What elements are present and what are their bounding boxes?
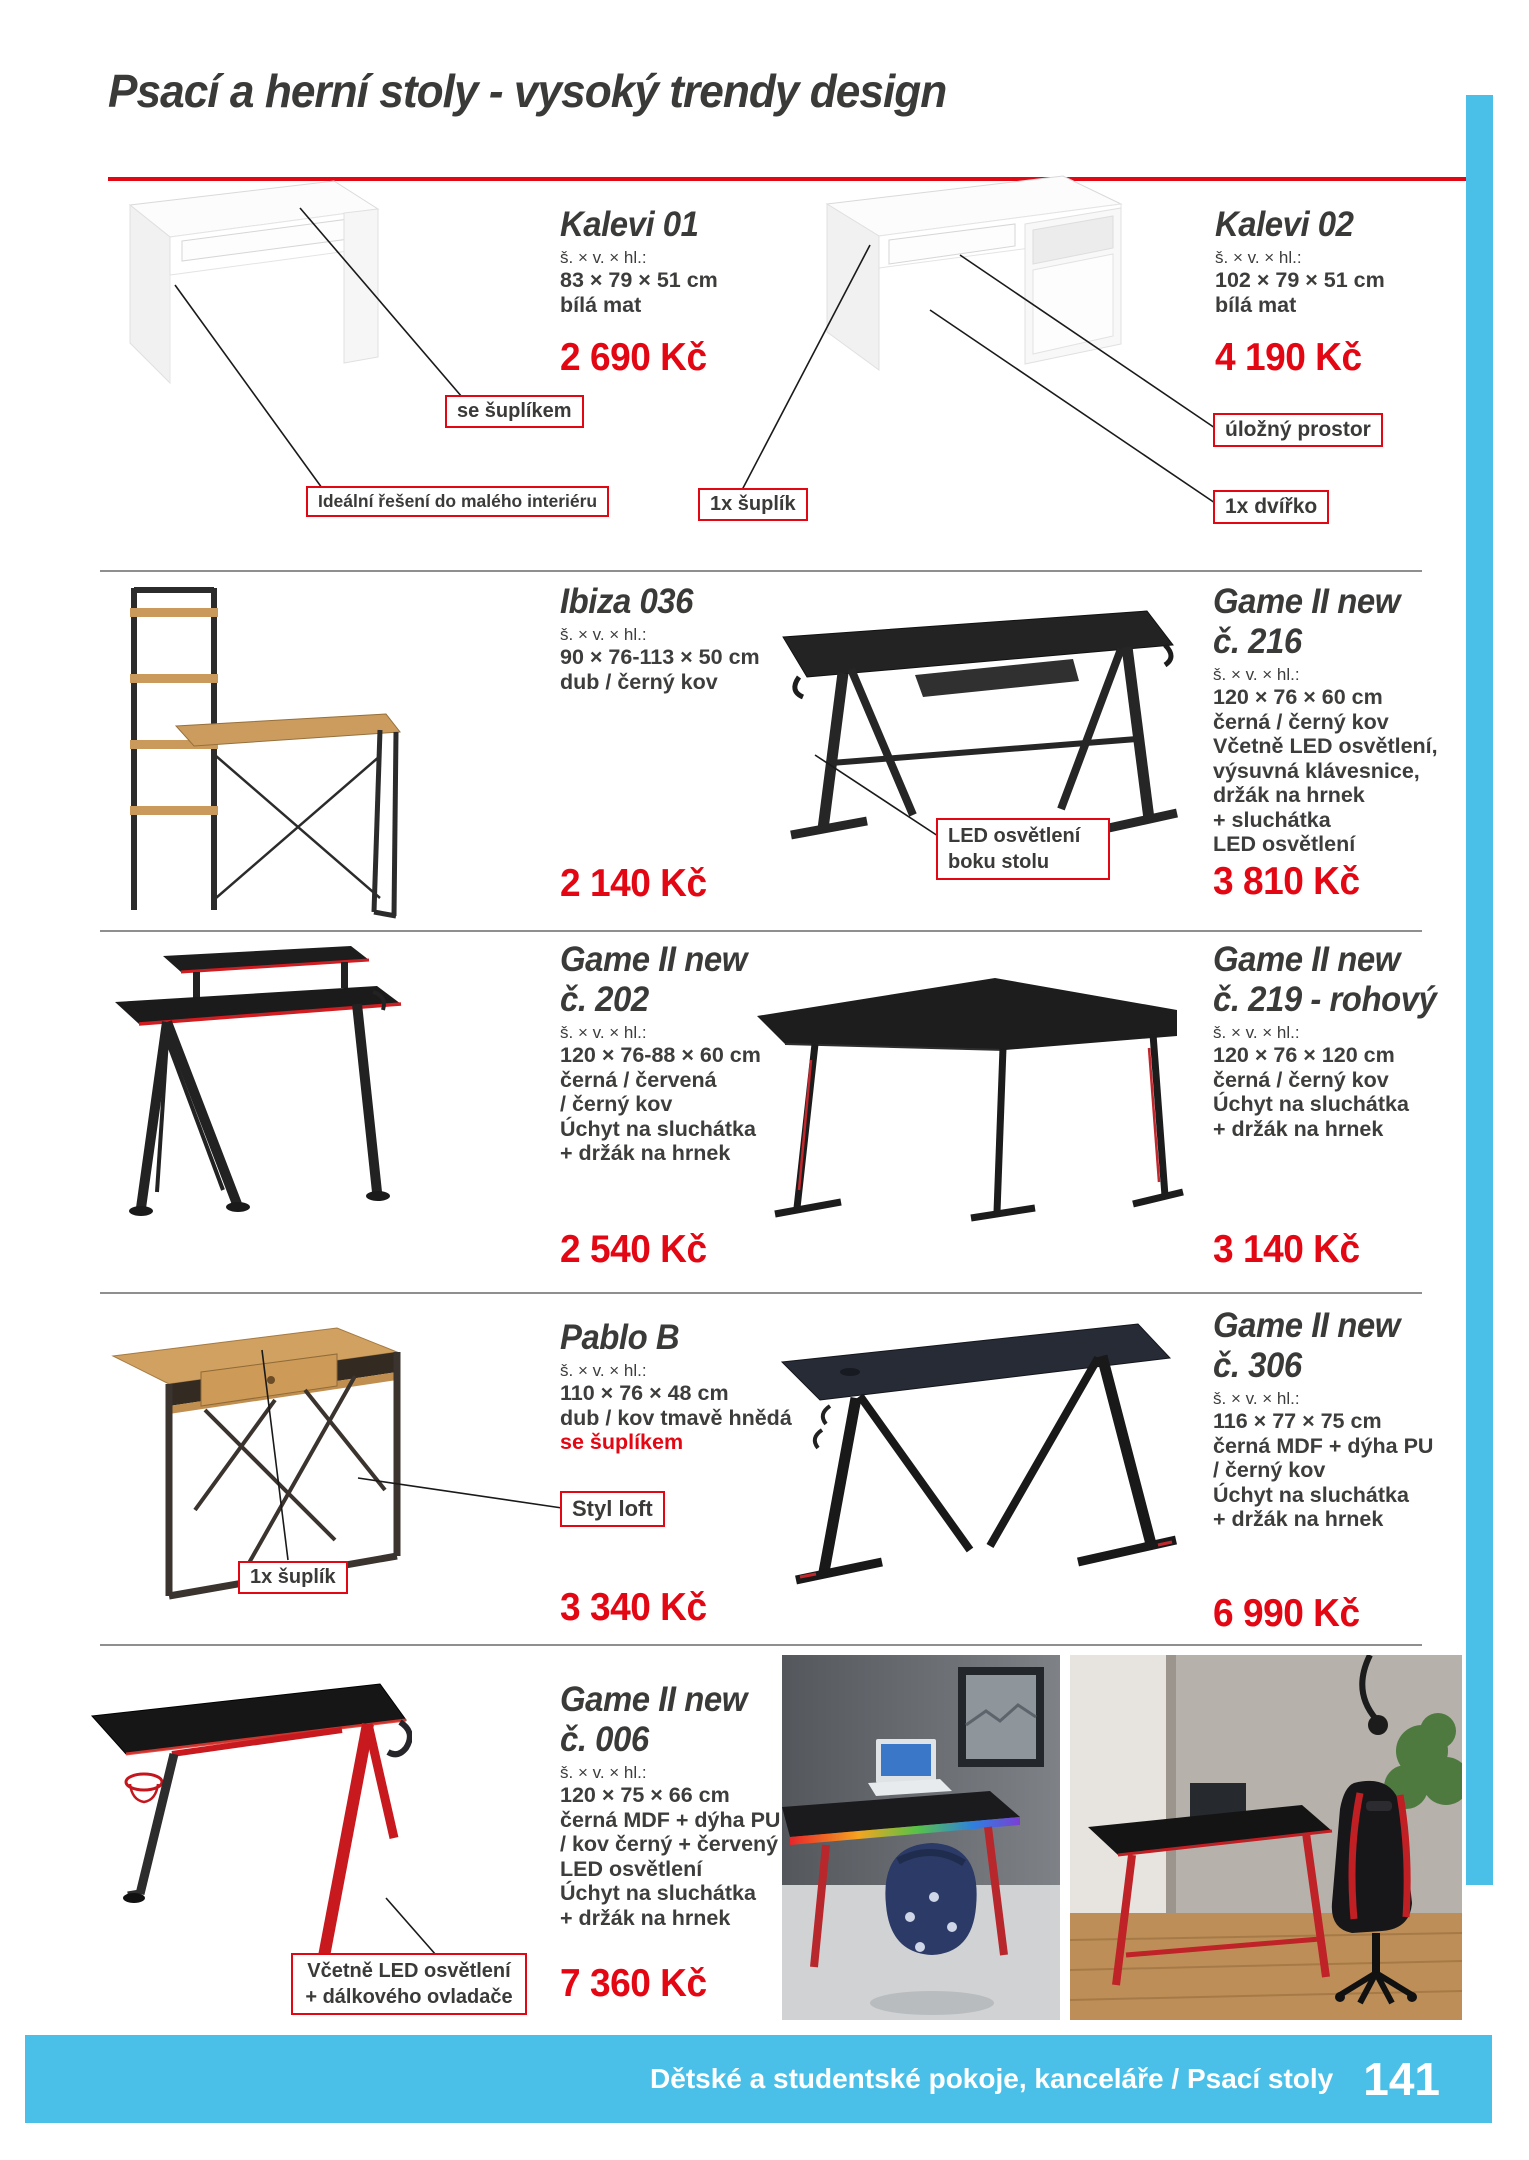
callout-se-suplikem: se šuplíkem <box>445 395 584 428</box>
product-image-ibiza-036 <box>118 578 403 923</box>
footer-section-label: Dětské a studentské pokoje, kanceláře / Psací stoly <box>650 2063 1334 2094</box>
price-pablo-b: 3 340 Kč <box>560 1586 707 1629</box>
dims-label: š. × v. × hl.: <box>1213 1023 1300 1042</box>
spec-line: Úchyt na sluchátka <box>1213 1092 1409 1116</box>
product-name-line2: č. 006 <box>560 1720 649 1759</box>
product-name: Kalevi 01 <box>560 205 699 244</box>
product-image-game-202 <box>105 940 405 1245</box>
product-image-game-006 <box>82 1658 412 2003</box>
row-separator <box>100 1644 1422 1646</box>
product-name: Game II new <box>560 940 747 979</box>
product-name-line2: č. 216 <box>1213 622 1302 661</box>
room-photo-gaming-chair <box>1070 1655 1462 2020</box>
spec-line: Úchyt na sluchátka <box>560 1116 756 1141</box>
price-game-219: 3 140 Kč <box>1213 1228 1360 1271</box>
product-name: Game II new <box>1213 1306 1400 1345</box>
product-info-game-202 <box>560 940 900 1166</box>
callout-styl-loft: Styl loft <box>560 1491 665 1527</box>
spec-line: 120 × 76-88 × 60 cm <box>560 1043 761 1067</box>
spec-line: výsuvná klávesnice, <box>1213 758 1420 783</box>
product-image-kalevi-01 <box>112 165 394 395</box>
callout-led-osvetleni-boku: LED osvětlení boku stolu <box>936 818 1110 880</box>
spec-line: 102 × 79 × 51 cm <box>1215 268 1385 292</box>
spec-line: černá / černý kov <box>1213 709 1389 734</box>
product-name: Kalevi 02 <box>1215 205 1354 244</box>
product-info-game-006 <box>560 1680 900 1930</box>
callout-1x-suplik: 1x šuplík <box>698 488 808 521</box>
product-name-line2: č. 219 - rohový <box>1213 980 1437 1019</box>
spec-line: LED osvětlení <box>1213 832 1356 856</box>
spec-line: Úchyt na sluchátka <box>1213 1482 1409 1507</box>
product-info-kalevi-02 <box>1215 205 1529 317</box>
dims-label: š. × v. × hl.: <box>560 1361 647 1380</box>
row-separator <box>100 1292 1422 1294</box>
price-ibiza-036: 2 140 Kč <box>560 862 707 905</box>
spec-line: + držák na hrnek <box>1213 1116 1384 1141</box>
spec-line: 83 × 79 × 51 cm <box>560 268 718 292</box>
product-info-game-306 <box>1213 1306 1529 1532</box>
row-separator <box>100 930 1422 932</box>
spec-line: + držák na hrnek <box>560 1141 731 1165</box>
callout-idealni-reseni: Ideální řešení do malého interiéru <box>306 486 609 517</box>
callout-1x-dvirko: 1x dvířko <box>1213 490 1329 524</box>
price-game-306: 6 990 Kč <box>1213 1592 1360 1635</box>
footer-bar <box>25 2035 1492 2123</box>
price-game-202: 2 540 Kč <box>560 1228 707 1271</box>
spec-line: bílá mat <box>560 292 642 317</box>
spec-line: 120 × 76 × 60 cm <box>1213 685 1383 709</box>
product-info-pablo-b <box>560 1318 900 1455</box>
product-name: Game II new <box>1213 940 1400 979</box>
product-name: Pablo B <box>560 1318 680 1357</box>
product-name: Game II new <box>560 1680 747 1719</box>
callout-ulozny-prostor: úložný prostor <box>1213 413 1383 447</box>
product-info-kalevi-01 <box>560 205 900 317</box>
spec-line: + držák na hrnek <box>1213 1507 1384 1531</box>
dims-label: š. × v. × hl.: <box>1213 665 1300 684</box>
spec-line: + držák na hrnek <box>560 1905 731 1930</box>
spec-line: černá / červená <box>560 1067 717 1092</box>
product-info-game-216 <box>1213 582 1529 857</box>
product-info-game-219 <box>1213 940 1529 1141</box>
dims-label: š. × v. × hl.: <box>560 248 647 267</box>
spec-line: 116 × 77 × 75 cm <box>1213 1409 1382 1433</box>
product-info-ibiza-036 <box>560 582 900 694</box>
spec-line: černá MDF + dýha PU <box>560 1807 781 1832</box>
spec-line: bílá mat <box>1215 292 1297 317</box>
callout-1x-suplik-pablo: 1x šuplík <box>238 1561 348 1594</box>
dims-label: š. × v. × hl.: <box>1215 248 1302 267</box>
price-game-006: 7 360 Kč <box>560 1962 707 2005</box>
spec-line: 90 × 76-113 × 50 cm <box>560 645 760 669</box>
spec-line: 120 × 76 × 120 cm <box>1213 1043 1395 1067</box>
dims-label: š. × v. × hl.: <box>560 1763 647 1782</box>
spec-line: + sluchátka <box>1213 807 1331 832</box>
product-name-line2: č. 306 <box>1213 1346 1302 1385</box>
callout-vcetne-led: Včetně LED osvětlení + dálkového ovladače <box>291 1953 527 2015</box>
dims-label: š. × v. × hl.: <box>1213 1389 1300 1408</box>
row-separator <box>100 570 1422 572</box>
spec-line: LED osvětlení <box>560 1856 703 1881</box>
dims-label: š. × v. × hl.: <box>560 625 647 644</box>
spec-line: 110 × 76 × 48 cm <box>560 1381 729 1405</box>
spec-line: dub / černý kov <box>560 669 718 694</box>
spec-line: dub / kov tmavě hnědá <box>560 1405 792 1430</box>
price-kalevi-02: 4 190 Kč <box>1215 336 1362 379</box>
spec-line: 120 × 75 × 66 cm <box>560 1783 730 1807</box>
spec-line: / kov černý + červený <box>560 1832 779 1856</box>
spec-line: / černý kov <box>1213 1458 1326 1482</box>
spec-line: Včetně LED osvětlení, <box>1213 734 1438 758</box>
price-game-216: 3 810 Kč <box>1213 860 1360 903</box>
spec-line: černá MDF + dýha PU <box>1213 1433 1434 1458</box>
spec-line: Úchyt na sluchátka <box>560 1881 756 1905</box>
product-name: Game II new <box>1213 582 1400 621</box>
spec-line: držák na hrnek <box>1213 783 1365 807</box>
footer-page-number: 141 <box>1363 2053 1440 2105</box>
spec-line-highlight: se šuplíkem <box>560 1430 684 1454</box>
dims-label: š. × v. × hl.: <box>560 1023 647 1042</box>
product-name: Ibiza 036 <box>560 582 693 621</box>
product-name-line2: č. 202 <box>560 980 649 1019</box>
spec-line: / černý kov <box>560 1092 673 1116</box>
price-kalevi-01: 2 690 Kč <box>560 336 707 379</box>
spec-line: černá / černý kov <box>1213 1067 1389 1092</box>
page-title: Psací a herní stoly - vysoký trendy design <box>108 65 947 117</box>
